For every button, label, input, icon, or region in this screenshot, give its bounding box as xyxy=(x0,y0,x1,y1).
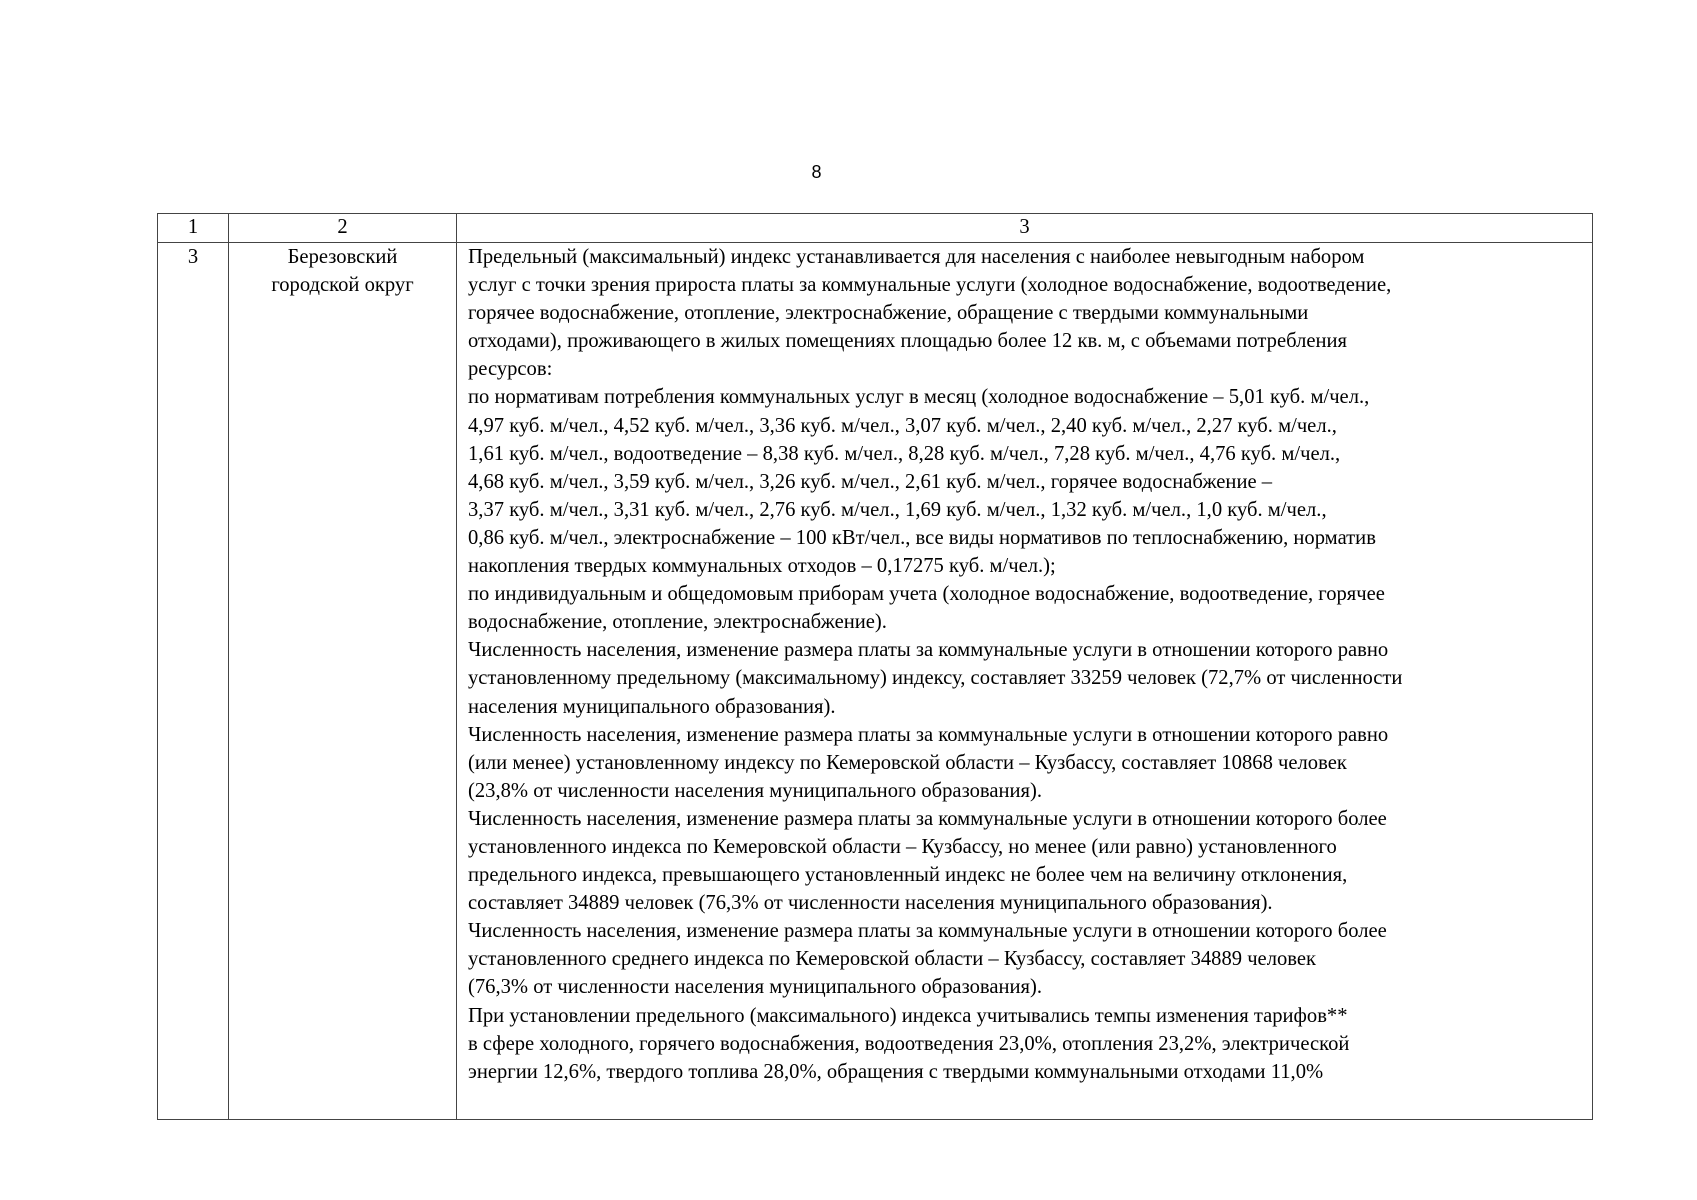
header-col-1: 1 xyxy=(158,214,229,243)
description-line: 1,61 куб. м/чел., водоотведение – 8,38 куб. м/чел., 8,28 куб. м/чел., 7,28 куб. м/чел., 4,76 куб. м/чел., xyxy=(468,442,1341,465)
description-line: 4,68 куб. м/чел., 3,59 куб. м/чел., 3,26 куб. м/чел., 2,61 куб. м/чел., горячее водоснабжение – xyxy=(468,470,1273,493)
description-line: энергии 12,6%, твердого топлива 28,0%, обращения с твердыми коммунальными отходами 11,0% xyxy=(468,1060,1324,1083)
description-line: установленному предельному (максимальному) индексу, составляет 33259 человек (72,7% от численности xyxy=(468,667,1403,690)
description-line: 4,97 куб. м/чел., 4,52 куб. м/чел., 3,36 куб. м/чел., 3,07 куб. м/чел., 2,40 куб. м/чел., 2,27 куб. м/чел., xyxy=(468,414,1337,437)
description-line: 0,86 куб. м/чел., электроснабжение – 100 кВт/чел., все виды нормативов по теплоснабжению, норматив xyxy=(468,526,1376,549)
description-line: населения муниципального образования). xyxy=(468,695,836,718)
description-line: Численность населения, изменение размера платы за коммунальные услуги в отношении которого равно xyxy=(468,723,1389,746)
index-description xyxy=(457,243,1593,1120)
header-col-2: 2 xyxy=(229,214,457,243)
table-row xyxy=(158,243,1593,1120)
tariff-index-table xyxy=(157,213,1593,1120)
description-line: ресурсов: xyxy=(468,358,553,381)
description-text xyxy=(468,243,1582,1086)
district-name-line: городской округ xyxy=(271,274,414,297)
description-line: предельного индекса, превышающего установленный индекс не более чем на величину отклонения, xyxy=(468,864,1348,887)
description-line: горячее водоснабжение, отопление, электроснабжение, обращение с твердыми коммунальными xyxy=(468,302,1309,325)
description-line: При установлении предельного (максимального) индекса учитывались темпы изменения тарифов** xyxy=(468,1004,1348,1027)
description-line: (или менее) установленному индексу по Кемеровской области – Кузбассу, составляет 10868 человек xyxy=(468,751,1347,774)
table-header-row xyxy=(158,214,1593,243)
district-name-line: Березовский xyxy=(287,246,398,268)
description-line: отходами), проживающего в жилых помещениях площадью более 12 кв. м, с объемами потребления xyxy=(468,330,1348,353)
description-line: Численность населения, изменение размера платы за коммунальные услуги в отношении которого более xyxy=(468,920,1387,943)
description-line: в сфере холодного, горячего водоснабжения, водоотведения 23,0%, отопления 23,2%, электрической xyxy=(468,1032,1350,1055)
description-line: Численность населения, изменение размера платы за коммунальные услуги в отношении которого равно xyxy=(468,639,1389,662)
description-line: Численность населения, изменение размера платы за коммунальные услуги в отношении которого более xyxy=(468,807,1387,830)
description-line: по нормативам потребления коммунальных услуг в месяц (холодное водоснабжение – 5,01 куб. м/чел., xyxy=(468,386,1370,409)
description-line: (76,3% от численности населения муниципального образования). xyxy=(468,976,1043,999)
description-line: установленного индекса по Кемеровской области – Кузбассу, но менее (или равно) установленного xyxy=(468,835,1337,858)
district-name xyxy=(229,243,457,1120)
description-line: установленного среднего индекса по Кемеровской области – Кузбассу, составляет 34889 человек xyxy=(468,948,1317,971)
description-line: Предельный (максимальный) индекс устанавливается для населения с наиболее невыгодным набором xyxy=(468,246,1365,268)
description-line: накопления твердых коммунальных отходов – 0,17275 куб. м/чел.); xyxy=(468,555,1056,578)
row-number: 3 xyxy=(158,243,229,1120)
description-line: (23,8% от численности населения муниципального образования). xyxy=(468,779,1043,802)
description-line: водоснабжение, отопление, электроснабжение). xyxy=(468,611,887,634)
page-number: 8 xyxy=(811,162,822,182)
description-line: услуг с точки зрения прироста платы за коммунальные услуги (холодное водоснабжение, водоотведение, xyxy=(468,274,1392,297)
description-line: 3,37 куб. м/чел., 3,31 куб. м/чел., 2,76 куб. м/чел., 1,69 куб. м/чел., 1,32 куб. м/чел., 1,0 куб. м/чел., xyxy=(468,498,1327,521)
description-line: составляет 34889 человек (76,3% от численности населения муниципального образования). xyxy=(468,892,1273,915)
header-col-3: 3 xyxy=(457,214,1593,243)
description-line: по индивидуальным и общедомовым приборам учета (холодное водоснабжение, водоотведение, горячее xyxy=(468,583,1385,606)
